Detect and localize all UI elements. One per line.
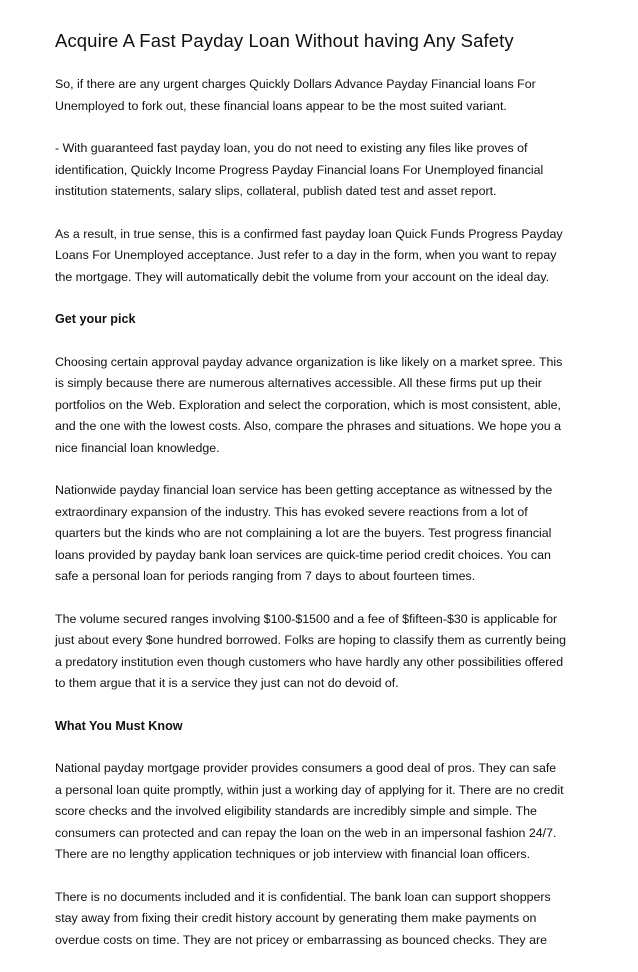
paragraph-line: and the one with the lowest costs. Also, compare the phrases and situations. We hope you a xyxy=(55,419,562,433)
paragraph-line: - With guaranteed fast payday loan, you do not need to existing any files like proves of xyxy=(55,141,528,155)
paragraph-line: Choosing certain approval payday advance organization is like likely on a market spree. This xyxy=(55,354,563,369)
paragraph-line: a predatory institution even though customers who have hardly any other possibilities offered xyxy=(55,654,564,669)
paragraph-line: extraordinary expansion of the industry. This has evoked severe reactions from a lot of xyxy=(55,504,528,519)
paragraph xyxy=(55,138,585,203)
section-heading: What You Must Know xyxy=(55,718,183,733)
paragraph-line: The volume secured ranges involving $100-$1500 and a fee of $fifteen-$30 is applicable for xyxy=(55,611,558,626)
paragraph-line: safe a personal loan for periods ranging from 7 days to about fourteen times. xyxy=(55,569,476,583)
paragraph-line: loans provided by payday bank loan services are quick-time period credit choices. You can xyxy=(55,547,551,562)
paragraph-line: There is no documents included and it is confidential. The bank loan can support shoppers xyxy=(55,889,551,904)
paragraph xyxy=(55,352,585,460)
paragraph-line: There are no lengthy application techniques or job interview with financial loan officers. xyxy=(55,847,531,861)
paragraph-line: Nationwide payday financial loan service has been getting acceptance as witnessed by the xyxy=(55,483,553,497)
paragraph-line: overdue costs on time. They are not pricey or embarrassing as bounced checks. They are xyxy=(55,932,547,947)
paragraph-line: So, if there are any urgent charges Quickly Dollars Advance Payday Financial loans For xyxy=(55,77,536,91)
paragraph xyxy=(55,74,585,117)
document-title: Acquire A Fast Payday Loan Without having Any Safety xyxy=(55,30,514,51)
paragraph xyxy=(55,480,585,588)
paragraph-line: institution statements, salary slips, collateral, publish dated test and asset report. xyxy=(55,184,497,198)
paragraph xyxy=(55,609,585,695)
paragraph xyxy=(55,224,585,289)
paragraph-line: just about every $one hundred borrowed. Folks are hoping to classify them as currently being xyxy=(55,633,567,647)
paragraph-line: identification, Quickly Income Progress Payday Financial loans For Unemployed financial xyxy=(55,162,544,177)
paragraph-line: stay away from fixing their credit history account by generating them make payments on xyxy=(55,911,537,925)
paragraph xyxy=(55,887,585,952)
paragraph xyxy=(55,758,585,866)
document-page xyxy=(55,28,585,972)
paragraph-line: score checks and the involved eligibility standards are incredibly simple and simple. The xyxy=(55,804,537,818)
paragraph-line: As a result, in true sense, this is a confirmed fast payday loan Quick Funds Progress Payday xyxy=(55,226,563,241)
paragraph-line: a personal loan quite promptly, within just a working day of applying for it. There are no credit xyxy=(55,782,564,797)
document-body xyxy=(55,74,585,951)
paragraph-line: National payday mortgage provider provides consumers a good deal of pros. They can safe xyxy=(55,761,557,775)
paragraph-line: the mortgage. They will automatically debit the volume from your account on the ideal day. xyxy=(55,269,550,284)
paragraph-line: quarters but the kinds who are not complaining a lot are the buyers. Test progress financial xyxy=(55,526,552,540)
paragraph-line: consumers can protected and can repay the loan on the web in an impersonal fashion 24/7. xyxy=(55,825,557,840)
paragraph-line: is simply because there are numerous alternatives accessible. All these firms put up their xyxy=(55,376,542,390)
paragraph-line: nice financial loan knowledge. xyxy=(55,440,220,455)
paragraph-line: portfolios on the Web. Exploration and select the corporation, which is most consistent, able, xyxy=(55,397,561,412)
paragraph-line: Unemployed to fork out, these financial loans appear to be the most suited variant. xyxy=(55,98,507,113)
section-heading: Get your pick xyxy=(55,312,136,326)
paragraph-line: to them argue that it is a service they just can not do devoid of. xyxy=(55,676,399,690)
paragraph-line: Loans For Unemployed acceptance. Just refer to a day in the form, when you want to repay xyxy=(55,248,557,262)
